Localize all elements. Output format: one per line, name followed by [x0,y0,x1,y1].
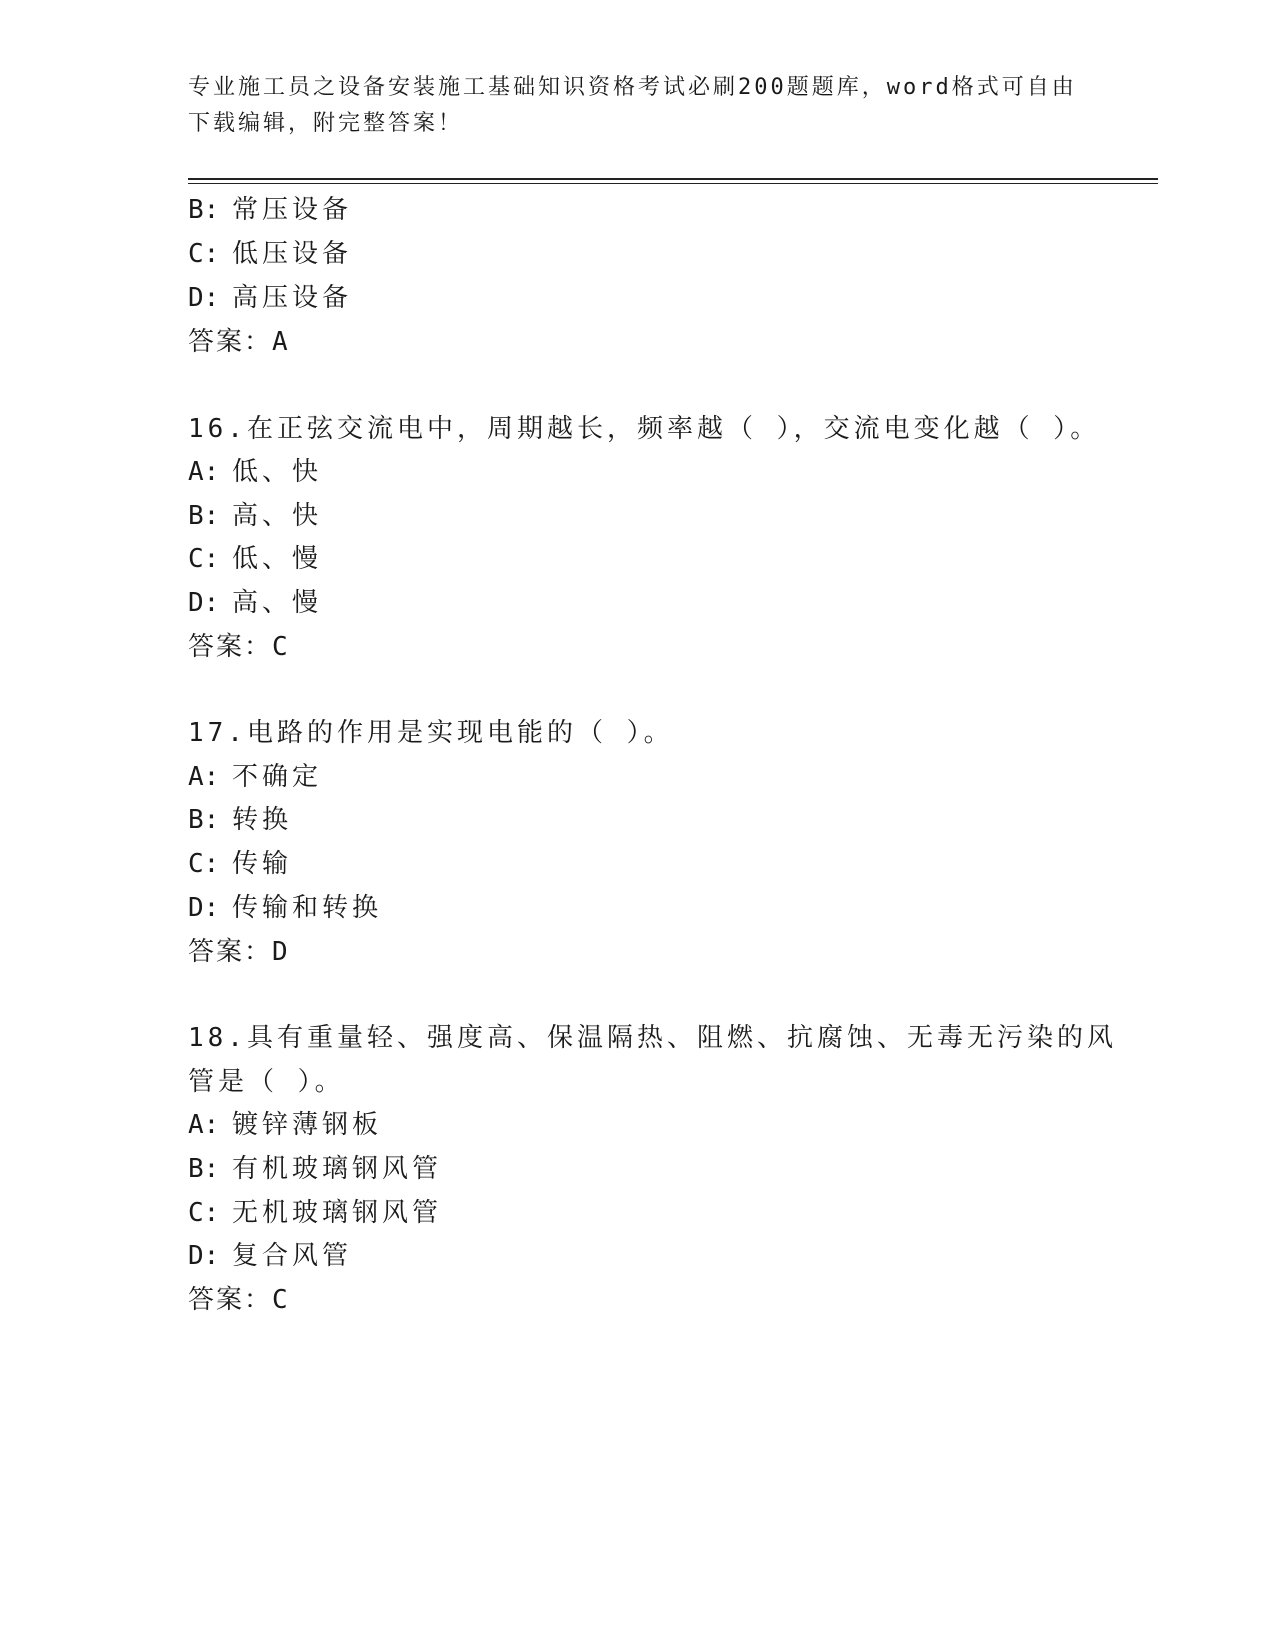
option-label: C: [188,849,220,879]
header-line-1: 专业施工员之设备安装施工基础知识资格考试必刷200题题库，word格式可自由 [188,75,1077,100]
option-c [188,1197,442,1229]
option-label: B: [188,195,220,225]
option-b [188,1153,442,1185]
option-c [188,848,292,880]
option-label: D: [188,893,220,923]
option-label: B: [188,1154,220,1184]
option-text: 常压设备 [232,195,353,225]
option-label: D: [188,283,220,313]
option-label: B: [188,805,220,835]
option-a [188,1109,382,1141]
question-16-stem: 16.在正弦交流电中，周期越长，频率越（ ），交流电变化越（ ）。 [188,414,1101,444]
option-label: C: [188,544,220,574]
option-b [188,194,352,226]
option-text: 转换 [232,805,293,835]
option-d [188,1240,352,1272]
option-text: 高压设备 [232,283,353,313]
option-label: C: [188,239,220,269]
option-label: A: [188,1110,220,1140]
option-text: 无机玻璃钢风管 [232,1198,443,1228]
header-line-2: 下载编辑，附完整答案！ [188,111,464,136]
option-text: 传输和转换 [232,893,383,923]
option-text: 高、慢 [232,588,323,618]
option-d [188,587,322,619]
option-label: A: [188,762,220,792]
option-label: C: [188,1198,220,1228]
option-text: 镀锌薄钢板 [232,1110,383,1140]
answer: 答案：C [188,632,290,662]
option-a [188,456,322,488]
option-text: 有机玻璃钢风管 [232,1154,443,1184]
option-label: A: [188,457,220,487]
option-label: D: [188,1241,220,1271]
option-text: 低、慢 [232,544,323,574]
option-text: 传输 [232,849,293,879]
option-text: 高、快 [232,501,323,531]
option-label: B: [188,501,220,531]
option-d [188,282,352,314]
option-text: 复合风管 [232,1241,353,1271]
option-c [188,238,352,270]
question-18-stem-line-2: 管是（ ）。 [188,1067,345,1097]
option-a [188,761,322,793]
option-label: D: [188,588,220,618]
option-text: 低压设备 [232,239,353,269]
option-text: 低、快 [232,457,323,487]
option-b [188,500,322,532]
option-text: 不确定 [232,762,323,792]
option-c [188,543,322,575]
answer: 答案：A [188,327,290,357]
header-divider [188,178,1158,184]
answer: 答案：D [188,937,290,967]
question-17-stem: 17.电路的作用是实现电能的（ ）。 [188,718,674,748]
option-d [188,892,382,924]
question-18-stem-line-1: 18.具有重量轻、强度高、保温隔热、阻燃、抗腐蚀、无毒无污染的风 [188,1023,1117,1053]
answer: 答案：C [188,1285,290,1315]
document-header [188,70,1088,142]
option-b [188,804,292,836]
